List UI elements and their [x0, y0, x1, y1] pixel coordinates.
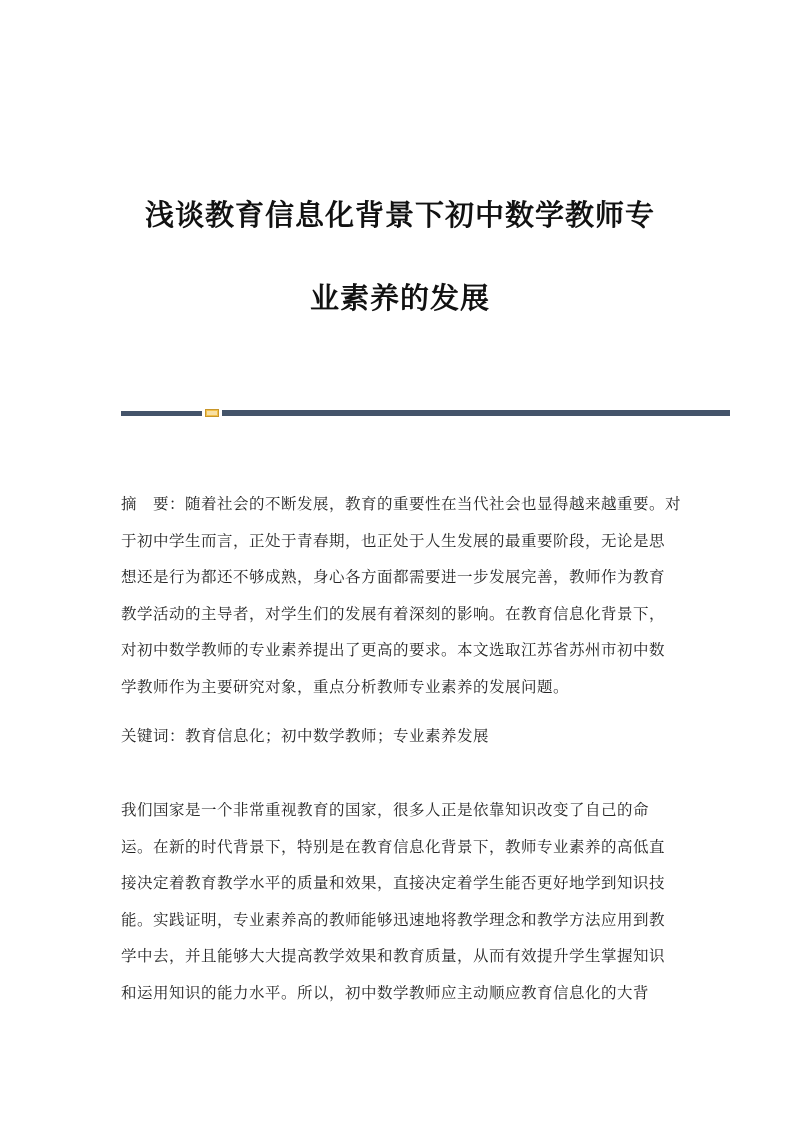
body-line: 和运用知识的能力水平。所以，初中数学教师应主动顺应教育信息化的大背: [121, 983, 650, 1002]
abstract-line: 学教师作为主要研究对象，重点分析教师专业素养的发展问题。: [121, 677, 570, 696]
body-paragraph: [121, 798, 681, 1017]
body-line: 运。在新的时代背景下，特别是在教育信息化背景下，教师专业素养的高低直: [121, 837, 666, 856]
divider-bar-right: [222, 410, 730, 416]
abstract-line: 对初中数学教师的专业素养提出了更高的要求。本文选取江苏省苏州市初中数: [121, 641, 666, 659]
body-line: 学中去，并且能够大大提高教学效果和教育质量，从而有效提升学生掌握知识: [121, 947, 666, 965]
abstract-line: 想还是行为都还不够成熟，身心各方面都需要进一步发展完善，教师作为教育: [121, 568, 666, 586]
divider-bar-left: [121, 411, 202, 416]
keywords-line: 关键词：教育信息化；初中数学教师；专业素养发展: [121, 727, 490, 745]
abstract-line: 摘 要：随着社会的不断发展，教育的重要性在当代社会也显得越来越重要。对: [121, 495, 682, 513]
body-line: 能。实践证明，专业素养高的教师能够迅速地将教学理念和教学方法应用到教: [121, 910, 666, 929]
envelope-icon: [205, 409, 219, 417]
title-divider: [121, 409, 730, 417]
body-line: 接决定着教育教学水平的质量和效果，直接决定着学生能否更好地学到知识技: [121, 874, 666, 892]
body-line: 我们国家是一个非常重视教育的国家，很多人正是依靠知识改变了自己的命: [121, 801, 650, 819]
abstract-line: 教学活动的主导者，对学生们的发展有着深刻的影响。在教育信息化背景下，: [121, 604, 666, 623]
abstract: [121, 492, 681, 711]
title-line-1: 浅谈教育信息化背景下初中数学教师专: [144, 198, 655, 232]
keywords: [121, 724, 681, 761]
title-line-2: 业素养的发展: [309, 281, 490, 315]
abstract-line: 于初中学生而言，正处于青春期，也正处于人生发展的最重要阶段，无论是思: [121, 531, 666, 550]
